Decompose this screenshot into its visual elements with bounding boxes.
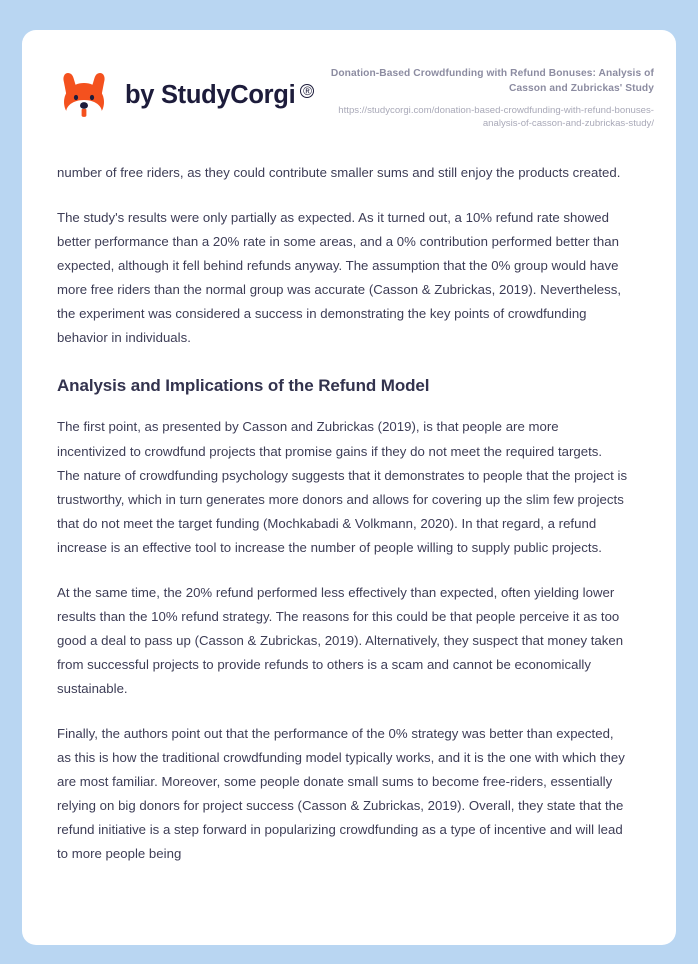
document-url[interactable]: https://studycorgi.com/donation-based-crowdfunding-with-refund-bonuses-analysis-of-casson-and-zubrickas-study/ — [338, 104, 654, 130]
registered-trademark-icon: ® — [300, 84, 314, 98]
document-content — [22, 131, 676, 865]
corgi-logo-icon — [56, 69, 112, 123]
document-paper — [22, 30, 676, 945]
body-paragraph: Finally, the authors point out that the performance of the 0% strategy was better than expected, as this is how the traditional crowdfunding model typically works, and it is the one with which they are most familiar. Moreover, some people donate small sums to become free-riders, essentially relying on big donors for project success (Casson & Zubrickas, 2019). Overall, they state that the refund initiative is a step forward in popularizing crowdfunding as a type of incentive and will lead to more people being — [57, 725, 625, 861]
document-header — [22, 30, 676, 131]
body-paragraph: number of free riders, as they could contribute smaller sums and still enjoy the products created. — [57, 165, 621, 181]
body-paragraph: The first point, as presented by Casson and Zubrickas (2019), is that people are more incentivized to crowdfund projects that promise gains if they do not meet the required targets. The nature of crowdfunding psychology suggests that it demonstrates to people that the project is trustworthy, which in turn generates more donors and allows for covering up the slim few projects that do not meet the target funding (Mochkabadi & Volkmann, 2020). In that regard, a refund increase is an effective tool to increase the number of people willing to supply public projects. — [57, 419, 628, 555]
document-title: Donation-Based Crowdfunding with Refund Bonuses: Analysis of Casson and Zubrickas' Study — [330, 68, 654, 94]
brand-name: by StudyCorgi — [125, 81, 296, 110]
body-paragraph: At the same time, the 20% refund performed less effectively than expected, often yielding lower results than the 10% refund strategy. The reasons for this could be that people perceive it as too good a deal to pass up (Casson & Zubrickas, 2019). Alternatively, they suspect that money taken from successful projects to provide refunds to others is a scam and cannot be economically sustainable. — [57, 584, 624, 696]
brand-wordmark — [125, 83, 314, 109]
brand-block — [56, 63, 314, 123]
body-paragraph: The study's results were only partially as expected. As it turned out, a 10% refund rate showed better performance than a 20% rate in some areas, and a 0% contribution performed better than expected, although it fell behind refunds anyway. The assumption that the 0% group would have more free riders than the normal group was accurate (Casson & Zubrickas, 2019). Nevertheless, the experiment was considered a success in demonstrating the key points of crowdfunding behavior in individuals. — [57, 210, 622, 346]
document-meta — [314, 63, 654, 131]
section-heading: Analysis and Implications of the Refund Model — [57, 376, 430, 396]
